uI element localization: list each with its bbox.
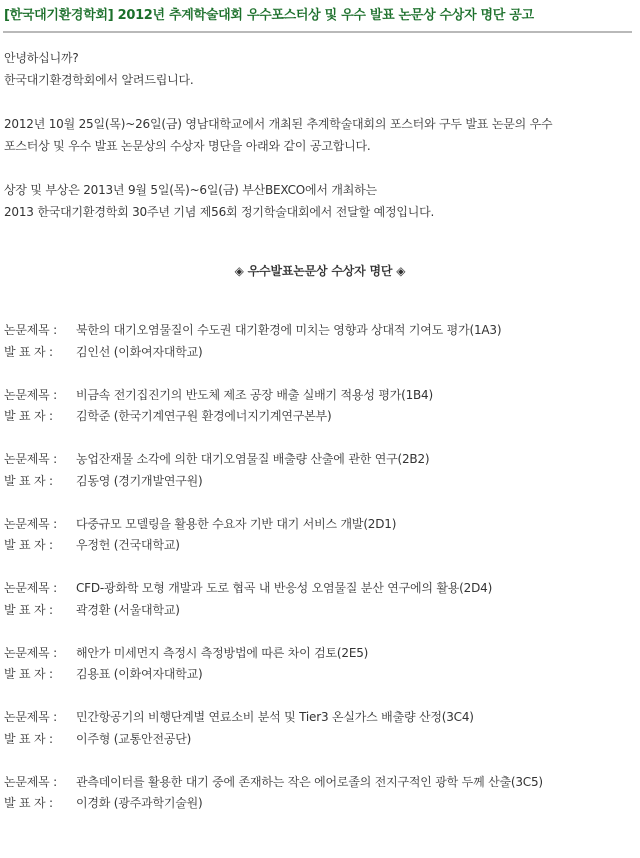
presenter-name: 김용표 (이화여자대학교) — [76, 667, 203, 681]
paper-title: 관측데이터를 활용한 대기 중에 존재하는 작은 에어로졸의 전지구적인 광학 두께 산출(3C5) — [76, 774, 543, 789]
paper-title-label: 논문제목 : — [4, 645, 58, 660]
award-entry — [4, 514, 632, 579]
paper-title: 민간항공기의 비행단계별 연료소비 분석 및 Tier3 온실가스 배출량 산정(3C4) — [76, 710, 474, 724]
paper-title-row — [4, 707, 632, 729]
paper-title-label: 논문제목 : — [4, 774, 58, 789]
award-entry — [4, 772, 632, 858]
presenter-row — [4, 729, 632, 751]
paragraph2-line1: 상장 및 부상은 2013년 9월 5일(목)~6일(금) 부산BEXCO에서 개최하는 — [4, 183, 377, 197]
award-entry — [4, 578, 632, 643]
notice-body — [4, 47, 632, 223]
paragraph-gap — [4, 157, 632, 179]
paper-title-label: 논문제목 : — [4, 387, 58, 402]
presenter-name: 곽경환 (서울대학교) — [76, 602, 180, 617]
paper-title: 해안가 미세먼지 측정시 측정방법에 따른 차이 검토(2E5) — [76, 645, 369, 660]
presenter-label: 발 표 자 : — [4, 344, 53, 359]
award-list — [4, 320, 632, 858]
paper-title-label: 논문제목 : — [4, 710, 58, 724]
presenter-label: 발 표 자 : — [4, 473, 53, 488]
presenter-name: 김인선 (이화여자대학교) — [76, 344, 203, 359]
paper-title-row — [4, 772, 632, 794]
intro-text: 한국대기환경학회에서 알려드립니다. — [4, 73, 194, 87]
presenter-label: 발 표 자 : — [4, 538, 53, 552]
presenter-name: 이주형 (교통안전공단) — [76, 731, 192, 746]
paper-title: 다중규모 모델링을 활용한 수요자 기반 대기 서비스 개발(2D1) — [76, 516, 397, 531]
paper-title-row — [4, 643, 632, 665]
presenter-row — [4, 793, 632, 815]
presenter-label: 발 표 자 : — [4, 602, 53, 617]
paper-title-row — [4, 578, 632, 600]
notice-title: [한국대기환경학회] 2012년 추계학술대회 우수포스터상 및 우수 발표 논문상 수상자 명단 공고 — [4, 8, 534, 23]
paper-title-row — [4, 320, 632, 342]
presenter-row — [4, 600, 632, 622]
paragraph1-line2: 포스터상 및 우수 발표 논문상의 수상자 명단을 아래와 같이 공고합니다. — [4, 139, 371, 153]
presenter-row — [4, 406, 632, 428]
award-entry — [4, 643, 632, 708]
greeting-text: 안녕하십니까? — [4, 51, 79, 65]
paper-title-row — [4, 385, 632, 407]
paper-title-row — [4, 449, 632, 471]
presenter-label: 발 표 자 : — [4, 796, 53, 810]
presenter-name: 우정헌 (건국대학교) — [76, 538, 180, 552]
section-heading: ◈ 우수발표논문상 수상자 명단 ◈ — [234, 264, 406, 278]
presenter-label: 발 표 자 : — [4, 731, 53, 746]
award-entry — [4, 320, 632, 385]
presenter-name: 이경화 (광주과학기술원) — [76, 796, 203, 810]
paper-title-label: 논문제목 : — [4, 581, 58, 595]
presenter-row — [4, 535, 632, 557]
presenter-row — [4, 342, 632, 364]
title-divider — [3, 31, 632, 33]
paragraph-gap — [4, 91, 632, 113]
paper-title: CFD-광화학 모형 개발과 도로 협곡 내 반응성 오염물질 분산 연구에의 활용(2D4) — [76, 581, 493, 595]
presenter-name: 김동영 (경기개발연구원) — [76, 473, 203, 488]
paper-title: 북한의 대기오염물질이 수도권 대기환경에 미치는 영향과 상대적 기여도 평가(1A3) — [76, 323, 502, 337]
paper-title: 비금속 전기집진기의 반도체 제조 공장 배출 실배기 적용성 평가(1B4) — [76, 387, 433, 402]
presenter-label: 발 표 자 : — [4, 409, 53, 423]
presenter-row — [4, 664, 632, 686]
award-entry — [4, 449, 632, 514]
paper-title-label: 논문제목 : — [4, 516, 58, 531]
award-entry — [4, 707, 632, 772]
paragraph2-line2: 2013 한국대기환경학회 30주년 기념 제56회 정기학술대회에서 전달할 예정입니다. — [4, 205, 435, 219]
paper-title: 농업잔재물 소각에 의한 대기오염물질 배출량 산출에 관한 연구(2B2) — [76, 452, 430, 466]
paper-title-label: 논문제목 : — [4, 323, 58, 337]
paper-title-label: 논문제목 : — [4, 452, 58, 466]
award-entry — [4, 385, 632, 450]
presenter-name: 김학준 (한국기계연구원 환경에너지기계연구본부) — [76, 409, 332, 423]
presenter-label: 발 표 자 : — [4, 667, 53, 681]
paragraph1-line1: 2012년 10월 25일(목)~26일(금) 영남대학교에서 개최된 추계학술대회의 포스터와 구두 발표 논문의 우수 — [4, 117, 553, 131]
paper-title-row — [4, 514, 632, 536]
presenter-row — [4, 471, 632, 493]
